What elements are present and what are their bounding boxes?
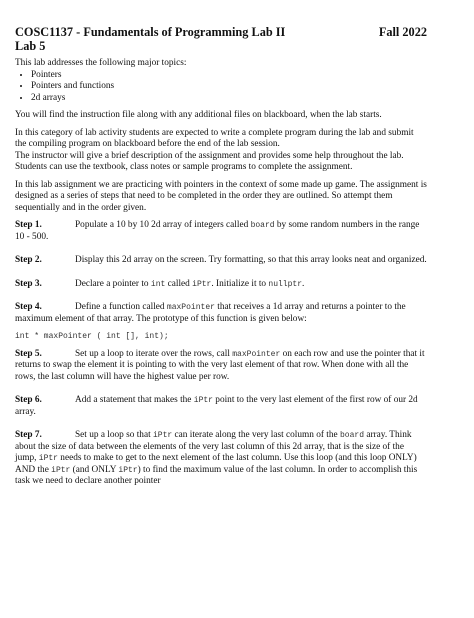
topic-item: • Pointers [31,70,427,82]
lab-number: Lab 5 [15,39,46,53]
step-6: Step 6. Add a statement that makes the iPtr point to the very last element of the first row of our 2d array. [15,395,418,417]
term: Fall 2022 [378,25,427,39]
document-header [15,25,427,39]
step-7: Step 7. Set up a loop so that iPtr can iterate along the very last column of the board array. Think about the size of data between the elements of the very last column of this 2d array, that is the size of the jump, iPtr needs to make to get to the next element of the last column. Use this loop (and this loop ONLY) AND the iPtr (and ONLY iPtr) to find the maximum value of the last column. In order to accomplish this task we need to declare another pointer [15,430,418,486]
topic-item: • Pointers and functions [31,81,427,93]
step-2: Step 2. Display this 2d array on the screen. Try formatting, so that this array looks neat and organized. [15,255,427,265]
intro-paragraph: You will find the instruction file along with any additional files on blackboard, when the lab starts. [15,110,382,120]
lab-document [15,25,427,488]
course-title: COSC1137 - Fundamentals of Programming Lab II [15,25,286,39]
topics-list [15,70,427,105]
code-board: board [250,221,275,230]
step-1: Step 1. Populate a 10 by 10 2d array of integers called board by some random numbers in the range 10 - 500. [15,220,420,242]
function-prototype: int * maxPointer ( int [], int); [15,332,169,341]
intro-paragraph: In this lab assignment we are practicing with pointers in the context of some made up game. The assignment is designed as a series of steps that need to be completed in the order they are outlined. So attempt them sequentially and in the order given. [15,179,427,213]
step-5: Step 5. Set up a loop to iterate over the rows, call maxPointer on each row and use the pointer that it returns to swap the element it is pointing to with the very last element of that row. When done with all the rows, the last column will have the highest value per row. [15,348,425,382]
intro-paragraph: The instructor will give a brief description of the assignment and provides some help throughout the lab. Students can use the textbook, class notes or sample programs to complete the assignment. [15,150,404,172]
step-4: Step 4. Define a function called maxPointer that receives a 1d array and returns a pointer to the maximum element of that array. The prototype of this function is given below: [15,302,406,324]
intro-paragraph: In this category of lab activity students are expected to write a complete program during the lab and submit the compiling program on blackboard before the end of the lab session. [15,127,414,149]
step-3: Step 3. Declare a pointer to int called iPtr. Initialize it to nullptr. [15,278,305,289]
topic-item: • 2d arrays [31,93,427,105]
topics-lead: This lab addresses the following major topics: [15,58,187,68]
